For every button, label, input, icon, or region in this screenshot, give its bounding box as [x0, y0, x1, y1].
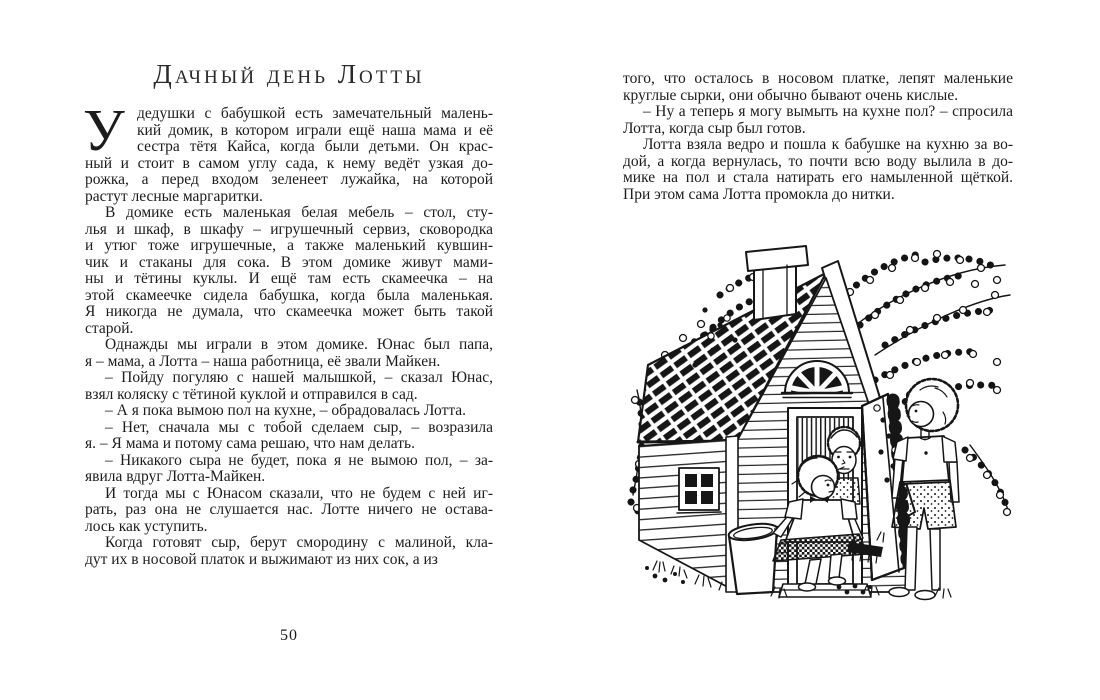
girl-face — [812, 476, 835, 499]
paragraph — [85, 370, 493, 403]
paragraph — [85, 337, 493, 370]
text-line: – А я пока вымою пол на кухне, – обрадовалась Лотта. — [105, 402, 467, 419]
tall-girl-face — [909, 402, 934, 427]
illustration-container — [625, 240, 1020, 610]
text-line: рожка, а перед входом зеленеет лужайка, на которой — [85, 171, 493, 188]
text-line: явила вдруг Лотта-Майкен. — [85, 468, 266, 485]
text-line: этой скамеечке сидела бабушка, когда была маленькая. — [85, 286, 493, 304]
text-line: В домике есть маленькая белая мебель – стол, сту- — [105, 204, 493, 221]
playhouse-illustration — [625, 240, 1020, 610]
text-line: ный и стоит в самом углу сада, к нему ведёт узкая до- — [85, 154, 493, 172]
text-line: Лотта, когда сыр был готов. — [623, 119, 806, 137]
paragraph — [623, 104, 1013, 137]
text-line: лья и шкаф, в шкафу – игрушечный сервиз, сковородка — [85, 220, 493, 238]
text-line: ны и тётины куклы. И ещё там есть скамеечка – на — [85, 270, 493, 287]
text-line: – Нет, сначала мы с тобой сделаем сыр, – возразила — [105, 418, 493, 436]
tall-girl-leg — [905, 527, 917, 590]
text-line: – Ну а теперь я могу вымыть на кухне пол? – спросила — [643, 103, 1013, 120]
bucket — [728, 521, 779, 594]
text-line: чик и стаканы для сока. В этом домике живут мами- — [85, 253, 493, 271]
text-line: кий домик, в котором играли ещё наша мама и её — [137, 121, 493, 139]
paragraph — [85, 535, 493, 568]
text-line: Я никогда не думала, что скамеечка может быть такой — [85, 303, 493, 320]
tall-girl-leg — [930, 529, 940, 590]
right-page-text — [623, 71, 1013, 203]
text-line: дой, а когда вернулась, то почти всю воду вылила в до- — [623, 152, 1013, 170]
girl-leg — [829, 554, 842, 578]
chapter-title: Дачный день Лотты — [153, 59, 425, 89]
text-line: круглые сырки, они обычно бывают очень кислые. — [623, 86, 959, 104]
text-line: и утюг тоже игрушечные, а также маленький кувшин- — [85, 237, 493, 254]
text-line: я – мама, а Лотта – наша работница, её звали Майкен. — [85, 352, 441, 370]
text-line: мике на пол и стала натирать его намыленной щёткой. — [623, 169, 1013, 186]
tall-girl-shorts — [892, 480, 956, 529]
drop-cap: У — [83, 97, 125, 163]
paragraph — [85, 403, 493, 420]
paragraph — [85, 205, 493, 337]
paragraph — [623, 71, 1013, 104]
text-line: рать, раз она не слушается нас. Лотте ничего не остава- — [85, 501, 493, 518]
page-number: 50 — [280, 627, 298, 644]
text-line: лось как уступить. — [85, 517, 208, 535]
text-line: взял коляску с тётиной куклой и отправился в сад. — [85, 385, 418, 403]
paragraph — [623, 137, 1013, 203]
text-line: дедушки с бабушкой есть замечательный малень- — [137, 105, 493, 122]
paragraph — [85, 420, 493, 453]
text-line: Однажды мы играли в этом домике. Юнас был папа, — [105, 336, 493, 353]
paragraph — [85, 453, 493, 486]
text-line: – Никакого сыра не будет, пока я не вымою пол, – за- — [105, 451, 493, 469]
text-line: растут лесные маргаритки. — [85, 187, 263, 205]
text-line: я. – Я мама и потому сама решаю, что нам делать. — [85, 435, 415, 452]
text-line: дут их в носовой платок и выжимают из них сок, а из — [85, 550, 438, 568]
side-window — [677, 468, 721, 513]
text-line: – Пойду погуляю с нашей малышкой, – сказал Юнас, — [105, 369, 493, 386]
paragraph — [85, 486, 493, 536]
text-line: При этом сама Лотта промокла до нитки. — [623, 185, 895, 203]
text-line: Когда готовят сыр, берут смородину с малиной, кла- — [105, 534, 493, 551]
text-line: того, что осталось в носовом платке, лепят маленькие — [623, 70, 1013, 87]
text-line: сестра тётя Кайса, когда были детьми. Он крас- — [137, 138, 493, 155]
text-line: старой. — [85, 319, 134, 337]
text-line: Лотта взяла ведро и пошла к бабушке на кухню за во- — [643, 136, 1013, 153]
left-page-text — [83, 97, 493, 568]
paragraph — [83, 97, 493, 205]
text-line: И тогда мы с Юнасом сказали, что не будем с ней иг- — [105, 484, 493, 502]
